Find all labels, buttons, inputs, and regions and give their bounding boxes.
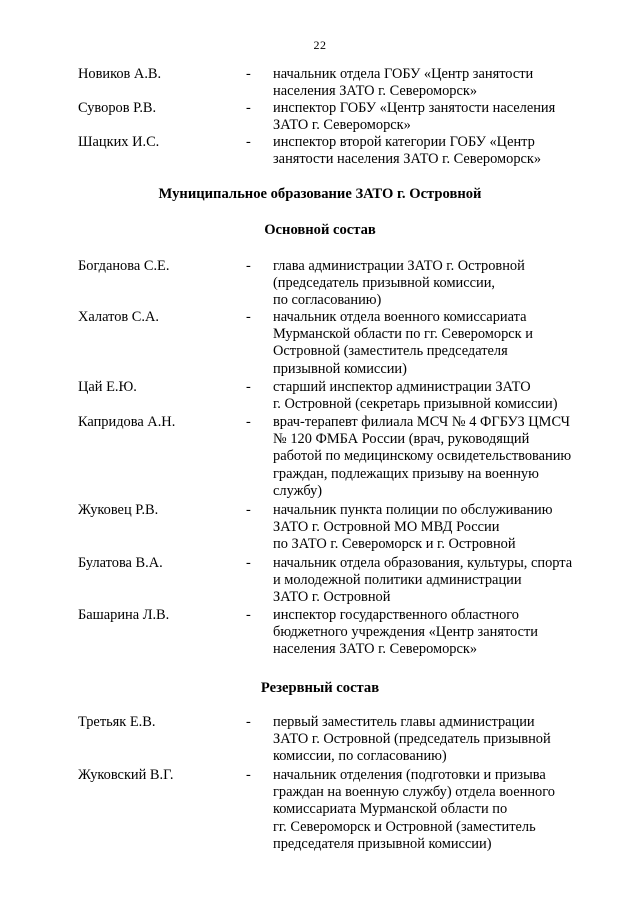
member-role	[273, 134, 593, 168]
member-name: Жуковец Р.В.	[78, 502, 159, 518]
member-role-line: врач-терапевт филиала МСЧ № 4 ФГБУЗ ЦМСЧ	[273, 414, 571, 430]
member-role-line: ЗАТО г. Островной МО МВД России	[273, 519, 500, 536]
member-name: Новиков А.В.	[78, 66, 162, 82]
member-role-line: инспектор государственного областного	[273, 607, 520, 623]
member-role-line: начальник отдела ГОБУ «Центр занятости	[273, 66, 534, 82]
member-role-line: службу)	[273, 482, 323, 499]
member-role-line: Островной (заместитель председателя	[273, 343, 508, 360]
member-role	[273, 258, 593, 310]
member-name: Жуковский В.Г.	[78, 767, 174, 783]
main-composition-heading: Основной состав	[264, 222, 376, 238]
member-role-line: гг. Североморск и Островной (заместитель	[273, 818, 536, 835]
member-role-line: работой по медицинскому освидетельствованию	[273, 448, 572, 465]
member-role-line: (председатель призывной комиссии,	[273, 275, 496, 292]
member-name: Суворов Р.В.	[78, 100, 157, 116]
member-role	[273, 379, 593, 413]
member-name: Цай Е.Ю.	[78, 379, 137, 395]
member-dash: -	[246, 309, 251, 325]
member-dash: -	[246, 714, 251, 730]
member-role-line: начальник отдела военного комиссариата	[273, 309, 527, 325]
member-role-line: населения ЗАТО г. Североморск»	[273, 83, 478, 100]
member-role	[273, 555, 593, 607]
member-role-line: ЗАТО г. Островной (председатель призывной	[273, 731, 551, 748]
member-name: Халатов С.А.	[78, 309, 159, 325]
member-role-line: граждан на военную службу) отдела военного	[273, 784, 555, 801]
member-role-line: № 120 ФМБА России (врач, руководящий	[273, 431, 530, 448]
member-role-line: комиссариата Мурманской области по	[273, 801, 508, 818]
member-role-line: инспектор ГОБУ «Центр занятости населения	[273, 100, 556, 116]
member-role-line: Мурманской области по гг. Североморск и	[273, 326, 533, 343]
member-role-line: начальник пункта полиции по обслуживанию	[273, 502, 553, 518]
member-role	[273, 502, 593, 554]
member-role	[273, 309, 593, 378]
member-dash: -	[246, 134, 251, 150]
member-role-line: глава администрации ЗАТО г. Островной	[273, 258, 525, 274]
member-name: Булатова В.А.	[78, 555, 163, 571]
reserve-composition-heading: Резервный состав	[260, 680, 380, 696]
member-role-line: первый заместитель главы администрации	[273, 714, 535, 730]
member-name: Третьяк Е.В.	[78, 714, 156, 730]
member-role-line: начальник отдела образования, культуры, спорта	[273, 555, 573, 571]
member-role	[273, 607, 593, 659]
member-role-line: старший инспектор администрации ЗАТО	[273, 379, 531, 395]
member-role-line: по ЗАТО г. Североморск и г. Островной	[273, 536, 516, 553]
member-role-line: инспектор второй категории ГОБУ «Центр	[273, 134, 535, 150]
member-dash: -	[246, 607, 251, 623]
member-role-line: граждан, подлежащих призыву на военную	[273, 465, 539, 482]
member-dash: -	[246, 100, 251, 116]
member-name: Шацких И.С.	[78, 134, 160, 150]
member-role-line: г. Островной (секретарь призывной комиссии)	[273, 396, 558, 413]
member-role-line: населения ЗАТО г. Североморск»	[273, 641, 478, 658]
member-role-line: и молодежной политики администрации	[273, 572, 522, 589]
member-dash: -	[246, 502, 251, 518]
member-dash: -	[246, 66, 251, 82]
member-dash: -	[246, 555, 251, 571]
member-role-line: по согласованию)	[273, 292, 382, 309]
member-name: Башарина Л.В.	[78, 607, 170, 623]
page-number: 22	[313, 38, 327, 52]
member-role	[273, 414, 593, 500]
member-role-line: комиссии, по согласованию)	[273, 748, 447, 765]
member-role-line: призывной комиссии)	[273, 360, 407, 377]
member-role-line: ЗАТО г. Североморск»	[273, 117, 411, 134]
member-role	[273, 767, 593, 853]
member-role	[273, 66, 593, 100]
member-name: Богданова С.Е.	[78, 258, 170, 274]
member-role-line: начальник отделения (подготовки и призыва	[273, 767, 546, 783]
member-dash: -	[246, 767, 251, 783]
member-dash: -	[246, 379, 251, 395]
member-role-line: бюджетного учреждения «Центр занятости	[273, 624, 538, 641]
member-role	[273, 714, 593, 766]
member-dash: -	[246, 258, 251, 274]
member-role-line: ЗАТО г. Островной	[273, 589, 391, 606]
municipality-heading: Муниципальное образование ЗАТО г. Островной	[158, 186, 482, 202]
member-role-line: занятости населения ЗАТО г. Североморск»	[273, 151, 542, 168]
member-role	[273, 100, 593, 134]
member-role-line: председателя призывной комиссии)	[273, 835, 492, 852]
member-name: Капридова А.Н.	[78, 414, 176, 430]
member-dash: -	[246, 414, 251, 430]
